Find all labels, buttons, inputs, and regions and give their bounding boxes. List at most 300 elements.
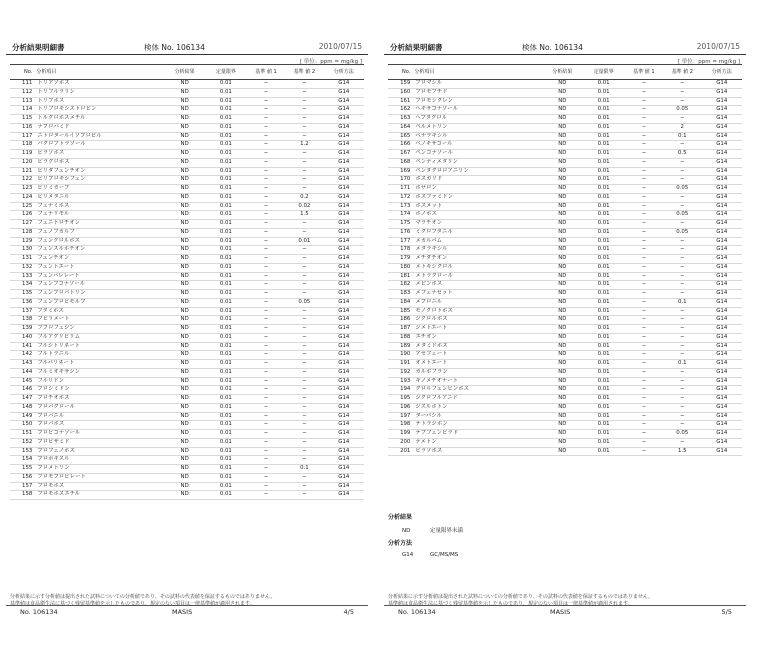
col-no: No. xyxy=(10,65,36,80)
cell-result: ND xyxy=(165,193,205,202)
cell-method: G14 xyxy=(324,421,364,430)
cell-item: モノクロトホス xyxy=(414,307,542,316)
cell-method: G14 xyxy=(702,193,742,202)
cell-method: G14 xyxy=(324,333,364,342)
cell-std2: − xyxy=(285,447,324,456)
cell-std1: − xyxy=(247,430,285,439)
cell-limit: 0.01 xyxy=(205,307,247,316)
cell-limit: 0.01 xyxy=(582,368,624,377)
cell-std1: − xyxy=(247,106,285,115)
cell-no: 155 xyxy=(10,465,36,474)
cell-std2: − xyxy=(285,167,324,176)
cell-limit: 0.01 xyxy=(582,97,624,106)
cell-limit: 0.01 xyxy=(582,421,624,430)
cell-std1: − xyxy=(625,115,663,124)
table-row xyxy=(388,123,742,132)
cell-no: 156 xyxy=(10,473,36,482)
cell-no: 163 xyxy=(388,115,414,124)
cell-no: 120 xyxy=(10,158,36,167)
cell-item: メフェナセット xyxy=(414,290,542,299)
cell-method: G14 xyxy=(702,246,742,255)
cell-std1: − xyxy=(247,465,285,474)
cell-item: メチダチオン xyxy=(414,255,542,264)
cell-no: 132 xyxy=(10,263,36,272)
cell-limit: 0.01 xyxy=(205,158,247,167)
cell-std1: − xyxy=(625,263,663,272)
cell-std2: − xyxy=(663,272,702,281)
cell-result: ND xyxy=(165,412,205,421)
cell-std1: − xyxy=(625,88,663,97)
cell-no: 113 xyxy=(10,97,36,106)
page-header xyxy=(6,40,368,55)
table-row xyxy=(10,316,364,325)
cell-std2: − xyxy=(663,80,702,89)
cell-method: G14 xyxy=(702,237,742,246)
cell-item: メプロニル xyxy=(414,298,542,307)
cell-std1: − xyxy=(247,386,285,395)
cell-std2: − xyxy=(663,220,702,229)
cell-limit: 0.01 xyxy=(205,325,247,334)
cell-std2: 0.1 xyxy=(285,465,324,474)
table-row xyxy=(10,438,364,447)
table-row xyxy=(10,97,364,106)
table-row xyxy=(10,176,364,185)
cell-result: ND xyxy=(542,220,582,229)
cell-no: 138 xyxy=(10,316,36,325)
table-row xyxy=(388,88,742,97)
cell-method: G14 xyxy=(702,360,742,369)
cell-result: ND xyxy=(165,325,205,334)
cell-limit: 0.01 xyxy=(582,263,624,272)
cell-std1: − xyxy=(247,263,285,272)
cell-method: G14 xyxy=(324,228,364,237)
table-row xyxy=(388,360,742,369)
table-row xyxy=(10,473,364,482)
cell-method: G14 xyxy=(324,430,364,439)
cell-limit: 0.01 xyxy=(205,473,247,482)
cell-no: 168 xyxy=(388,158,414,167)
table-row xyxy=(10,263,364,272)
cell-item: フェンプロパトリン xyxy=(36,290,164,299)
cell-std2: 0.05 xyxy=(663,228,702,237)
cell-limit: 0.01 xyxy=(205,430,247,439)
cell-std1: − xyxy=(625,97,663,106)
cell-std2: − xyxy=(285,395,324,404)
cell-limit: 0.01 xyxy=(582,307,624,316)
cell-result: ND xyxy=(165,360,205,369)
cell-no: 190 xyxy=(388,351,414,360)
cell-std1: − xyxy=(247,158,285,167)
cell-std1: − xyxy=(625,430,663,439)
cell-item: デメトン xyxy=(414,438,542,447)
cell-method: G14 xyxy=(324,386,364,395)
cell-std1: − xyxy=(247,342,285,351)
cell-limit: 0.01 xyxy=(205,80,247,89)
cell-no: 125 xyxy=(10,202,36,211)
cell-std2: − xyxy=(663,115,702,124)
cell-std1: − xyxy=(247,473,285,482)
cell-no: 147 xyxy=(10,395,36,404)
cell-std2: 1.2 xyxy=(285,141,324,150)
cell-result: ND xyxy=(542,438,582,447)
col-item: 分析項目 xyxy=(414,65,542,80)
cell-std2: − xyxy=(285,412,324,421)
cell-result: ND xyxy=(165,202,205,211)
col-limit: 定量限界 xyxy=(205,65,247,80)
unit-label: [ 単位：ppm = mg/kg ] xyxy=(299,59,362,65)
table-row xyxy=(10,307,364,316)
cell-no: 174 xyxy=(388,211,414,220)
cell-method: G14 xyxy=(702,80,742,89)
col-std2: 基準 値 2 xyxy=(663,65,702,80)
cell-std2: − xyxy=(285,316,324,325)
cell-item: フェニトロチオン xyxy=(36,220,164,229)
cell-limit: 0.01 xyxy=(205,123,247,132)
cell-no: 165 xyxy=(388,132,414,141)
remarks-section xyxy=(388,512,463,534)
cell-method: G14 xyxy=(324,237,364,246)
cell-no: 131 xyxy=(10,255,36,264)
cell-limit: 0.01 xyxy=(205,421,247,430)
remarks-text: 定量限界未満 xyxy=(430,528,464,534)
table-row xyxy=(388,430,742,439)
cell-item: ピリミカーブ xyxy=(36,185,164,194)
cell-result: ND xyxy=(165,185,205,194)
cell-std1: − xyxy=(247,447,285,456)
table-row xyxy=(388,132,742,141)
cell-no: 133 xyxy=(10,272,36,281)
footnote-2: 基準値は食品衛生法に基づく残留基準値を示したものであり、規定のない項目は一律基準値が適用されます。 xyxy=(10,601,255,607)
table-row xyxy=(10,185,364,194)
cell-limit: 0.01 xyxy=(582,290,624,299)
cell-item: フルアクリピリム xyxy=(36,333,164,342)
table-row xyxy=(388,115,742,124)
cell-limit: 0.01 xyxy=(582,430,624,439)
table-row xyxy=(388,438,742,447)
table-row xyxy=(388,202,742,211)
cell-item: フェンブコナゾール xyxy=(36,281,164,290)
cell-item: テブフェンピラド xyxy=(414,430,542,439)
cell-limit: 0.01 xyxy=(205,141,247,150)
cell-method: G14 xyxy=(324,438,364,447)
cell-no: 140 xyxy=(10,333,36,342)
col-limit: 定量限界 xyxy=(582,65,624,80)
cell-result: ND xyxy=(542,80,582,89)
table-row xyxy=(10,482,364,491)
cell-result: ND xyxy=(542,158,582,167)
cell-limit: 0.01 xyxy=(205,211,247,220)
cell-result: ND xyxy=(165,150,205,159)
cell-std1: − xyxy=(247,202,285,211)
cell-method: G14 xyxy=(324,167,364,176)
cell-std2: − xyxy=(285,491,324,500)
cell-method: G14 xyxy=(702,403,742,412)
cell-item: ジクロルボス xyxy=(414,316,542,325)
cell-item: メタラキシル xyxy=(414,246,542,255)
cell-method: G14 xyxy=(324,176,364,185)
cell-limit: 0.01 xyxy=(582,403,624,412)
cell-limit: 0.01 xyxy=(582,202,624,211)
cell-result: ND xyxy=(542,316,582,325)
cell-item: ブロモホス xyxy=(36,482,164,491)
cell-result: ND xyxy=(165,438,205,447)
cell-method: G14 xyxy=(324,316,364,325)
cell-std2: − xyxy=(285,97,324,106)
cell-no: 126 xyxy=(10,211,36,220)
cell-item: プロピザミド xyxy=(36,438,164,447)
cell-item: オメトエート xyxy=(414,360,542,369)
cell-result: ND xyxy=(165,307,205,316)
cell-std2: − xyxy=(663,246,702,255)
cell-limit: 0.01 xyxy=(205,106,247,115)
page-header xyxy=(384,40,746,55)
table-row xyxy=(388,211,742,220)
cell-std2: − xyxy=(663,237,702,246)
cell-result: ND xyxy=(542,167,582,176)
cell-no: 148 xyxy=(10,403,36,412)
cell-limit: 0.01 xyxy=(205,167,247,176)
cell-std2: − xyxy=(663,333,702,342)
cell-method: G14 xyxy=(702,115,742,124)
cell-std2: − xyxy=(285,351,324,360)
cell-limit: 0.01 xyxy=(582,185,624,194)
cell-limit: 0.01 xyxy=(582,211,624,220)
cell-std1: − xyxy=(625,316,663,325)
cell-method: G14 xyxy=(702,272,742,281)
cell-method: G14 xyxy=(324,325,364,334)
cell-result: ND xyxy=(165,421,205,430)
cell-item: ピリプロキシフェン xyxy=(36,176,164,185)
cell-item: トリブホス xyxy=(36,97,164,106)
cell-method: G14 xyxy=(324,351,364,360)
cell-item: プロメトリン xyxy=(36,465,164,474)
cell-std1: − xyxy=(247,395,285,404)
cell-std1: − xyxy=(247,167,285,176)
cell-item: プロパニル xyxy=(36,412,164,421)
cell-item: ブロモホスエチル xyxy=(36,491,164,500)
table-row xyxy=(10,150,364,159)
cell-std2: − xyxy=(285,132,324,141)
results-table xyxy=(10,64,364,500)
cell-std2: − xyxy=(285,403,324,412)
col-method: 分析方法 xyxy=(324,65,364,80)
table-row xyxy=(388,447,742,456)
cell-std1: − xyxy=(625,255,663,264)
page-footer xyxy=(6,605,368,618)
cell-limit: 0.01 xyxy=(205,465,247,474)
cell-std1: − xyxy=(625,272,663,281)
cell-item: ベナラキシル xyxy=(414,132,542,141)
cell-std2: − xyxy=(663,342,702,351)
cell-result: ND xyxy=(165,141,205,150)
cell-std1: − xyxy=(247,421,285,430)
cell-method: G14 xyxy=(324,185,364,194)
footer-page: 5/5 xyxy=(721,608,732,616)
sample-number: 検体 No. 106134 xyxy=(522,43,583,52)
sample-number: 検体 No. 106134 xyxy=(144,43,205,52)
cell-no: 189 xyxy=(388,342,414,351)
cell-std1: − xyxy=(247,185,285,194)
cell-result: ND xyxy=(542,290,582,299)
cell-std1: − xyxy=(625,325,663,334)
cell-result: ND xyxy=(165,167,205,176)
cell-item: メビンホス xyxy=(414,281,542,290)
cell-method: G14 xyxy=(702,141,742,150)
cell-std1: − xyxy=(625,421,663,430)
cell-method: G14 xyxy=(324,88,364,97)
cell-item: プロピコナゾール xyxy=(36,430,164,439)
cell-result: ND xyxy=(542,141,582,150)
cell-method: G14 xyxy=(324,447,364,456)
report-date: 2010/07/15 xyxy=(318,42,362,51)
cell-method: G14 xyxy=(702,132,742,141)
cell-std2: 1.5 xyxy=(663,447,702,456)
table-row xyxy=(10,237,364,246)
cell-no: 195 xyxy=(388,395,414,404)
cell-method: G14 xyxy=(702,211,742,220)
cell-std2: − xyxy=(285,368,324,377)
table-row xyxy=(10,377,364,386)
cell-no: 181 xyxy=(388,272,414,281)
table-row xyxy=(10,325,364,334)
cell-method: G14 xyxy=(324,456,364,465)
cell-item: ホスメット xyxy=(414,202,542,211)
cell-item: ブロモシクレン xyxy=(414,97,542,106)
cell-method: G14 xyxy=(324,255,364,264)
cell-std1: − xyxy=(625,281,663,290)
cell-std2: 1.5 xyxy=(285,211,324,220)
cell-std2: − xyxy=(285,473,324,482)
table-row xyxy=(388,290,742,299)
cell-method: G14 xyxy=(324,115,364,124)
cell-std1: − xyxy=(625,403,663,412)
cell-result: ND xyxy=(165,123,205,132)
cell-result: ND xyxy=(542,368,582,377)
cell-std1: − xyxy=(247,132,285,141)
table-row xyxy=(10,255,364,264)
cell-std2: − xyxy=(663,263,702,272)
cell-method: G14 xyxy=(324,281,364,290)
cell-std1: − xyxy=(247,123,285,132)
cell-method: G14 xyxy=(702,342,742,351)
cell-std1: − xyxy=(247,377,285,386)
cell-item: フェノブカルブ xyxy=(36,228,164,237)
cell-item: フルシトリネート xyxy=(36,342,164,351)
table-row xyxy=(388,351,742,360)
cell-item: ペンディメタリン xyxy=(414,158,542,167)
cell-no: 200 xyxy=(388,438,414,447)
cell-limit: 0.01 xyxy=(582,193,624,202)
cell-std1: − xyxy=(625,386,663,395)
cell-std2: − xyxy=(285,430,324,439)
cell-method: G14 xyxy=(324,246,364,255)
cell-result: ND xyxy=(542,298,582,307)
cell-item: フルトラニル xyxy=(36,351,164,360)
cell-method: G14 xyxy=(702,368,742,377)
cell-method: G14 xyxy=(324,412,364,421)
table-row xyxy=(388,237,742,246)
cell-limit: 0.01 xyxy=(582,141,624,150)
col-result: 分析結果 xyxy=(165,65,205,80)
methods-label: 分析方法 xyxy=(388,540,413,547)
cell-item: エチオン xyxy=(414,333,542,342)
cell-std2: − xyxy=(663,386,702,395)
cell-no: 116 xyxy=(10,123,36,132)
methods-text: GC/MS/MS xyxy=(430,552,459,558)
cell-no: 166 xyxy=(388,141,414,150)
report-page-left xyxy=(6,38,368,618)
cell-item: メトキシクロル xyxy=(414,263,542,272)
cell-result: ND xyxy=(165,106,205,115)
results-table xyxy=(388,64,742,456)
cell-std1: − xyxy=(625,176,663,185)
cell-limit: 0.01 xyxy=(205,298,247,307)
cell-result: ND xyxy=(542,333,582,342)
cell-std1: − xyxy=(247,255,285,264)
cell-std1: − xyxy=(625,246,663,255)
cell-limit: 0.01 xyxy=(582,132,624,141)
cell-result: ND xyxy=(165,246,205,255)
cell-method: G14 xyxy=(702,281,742,290)
cell-item: ホサロン xyxy=(414,185,542,194)
cell-method: G14 xyxy=(324,211,364,220)
cell-item: フェンスルホチオン xyxy=(36,246,164,255)
cell-no: 139 xyxy=(10,325,36,334)
cell-std2: − xyxy=(285,360,324,369)
cell-item: ジメトエート xyxy=(414,325,542,334)
cell-no: 180 xyxy=(388,263,414,272)
cell-limit: 0.01 xyxy=(582,220,624,229)
cell-std1: − xyxy=(625,202,663,211)
cell-std1: − xyxy=(247,281,285,290)
table-row xyxy=(10,123,364,132)
table-row xyxy=(10,193,364,202)
cell-result: ND xyxy=(165,473,205,482)
cell-no: 137 xyxy=(10,307,36,316)
table-row xyxy=(388,185,742,194)
cell-std2: − xyxy=(285,123,324,132)
cell-limit: 0.01 xyxy=(582,298,624,307)
footer-sample: No. 106134 xyxy=(398,608,436,616)
cell-item: ジスルホトン xyxy=(414,403,542,412)
cell-limit: 0.01 xyxy=(205,395,247,404)
cell-item: ペンコナゾール xyxy=(414,150,542,159)
footer-page: 4/5 xyxy=(343,608,354,616)
cell-no: 143 xyxy=(10,360,36,369)
table-row xyxy=(10,106,364,115)
cell-no: 183 xyxy=(388,290,414,299)
col-no: No. xyxy=(388,65,414,80)
cell-std1: − xyxy=(247,298,285,307)
cell-limit: 0.01 xyxy=(205,176,247,185)
cell-item: トリフロキシストロビン xyxy=(36,106,164,115)
cell-method: G14 xyxy=(324,473,364,482)
cell-result: ND xyxy=(542,360,582,369)
cell-std1: − xyxy=(247,211,285,220)
cell-limit: 0.01 xyxy=(582,158,624,167)
cell-std2: 2 xyxy=(663,123,702,132)
cell-std2: 0.05 xyxy=(663,106,702,115)
cell-method: G14 xyxy=(324,158,364,167)
cell-limit: 0.01 xyxy=(205,342,247,351)
table-row xyxy=(10,246,364,255)
table-row xyxy=(10,290,364,299)
cell-no: 152 xyxy=(10,438,36,447)
cell-result: ND xyxy=(165,482,205,491)
cell-std1: − xyxy=(247,150,285,159)
cell-result: ND xyxy=(542,263,582,272)
table-row xyxy=(388,377,742,386)
